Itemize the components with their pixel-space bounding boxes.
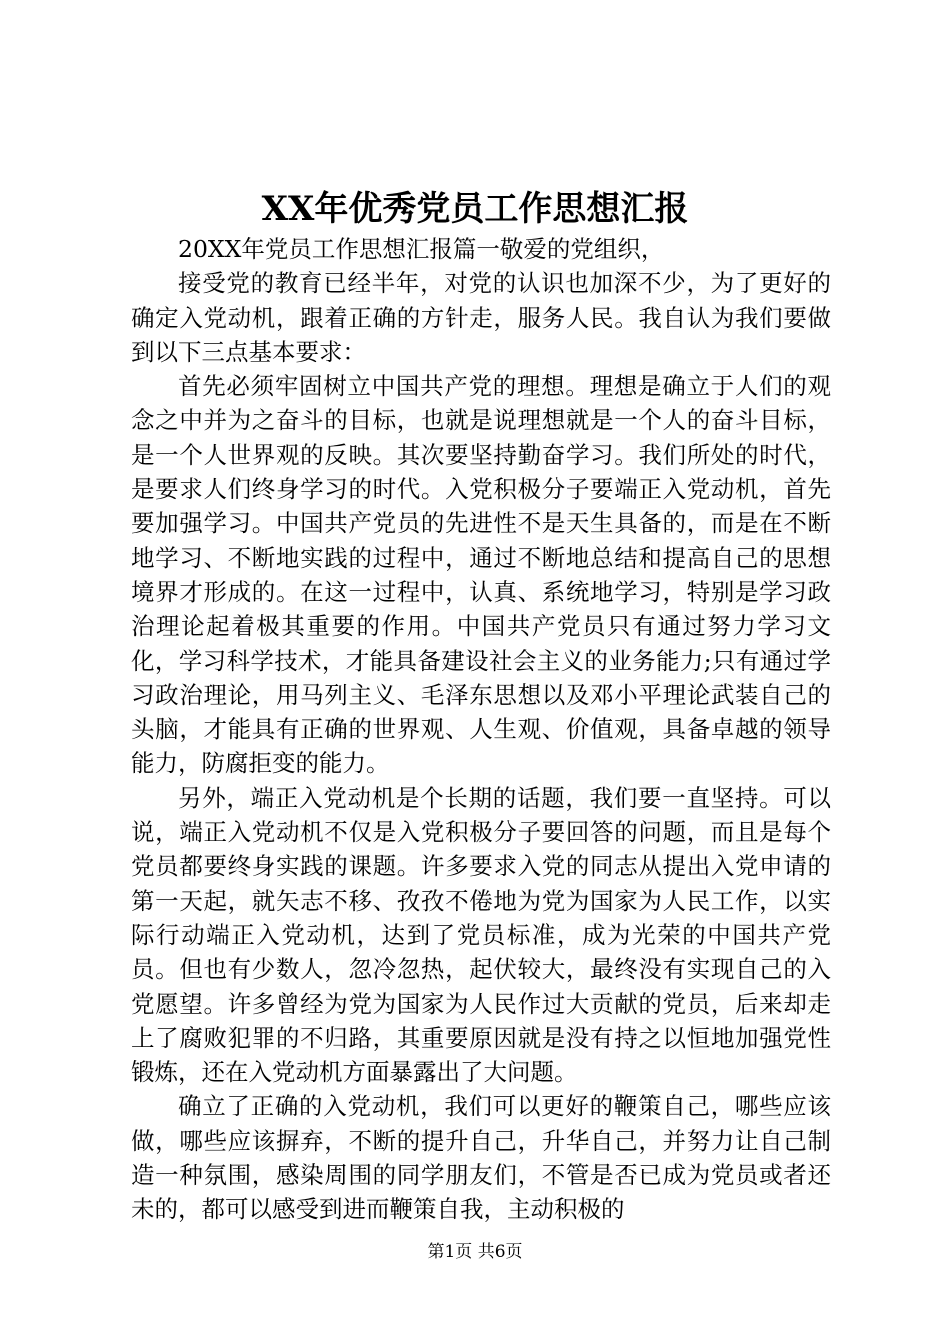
paragraph-motivation: 另外，端正入党动机是个长期的话题，我们要一直坚持。可以说，端正入党动机不仅是入党积极分子要回答的问题，而且是每个党员都要终身实践的课题。许多要求入党的同志从提出入党申请的第一天起，就矢志不移、孜孜不倦地为党为国家为人民工作，以实际行动端正入党动机，达到了党员标准，成为光荣的中国共产党员。但也有少数人，忽冷忽热，起伏较大，最终没有实现自己的入党愿望。许多曾经为党为国家为人民作过大贡献的党员，后来却走上了腐败犯罪的不归路，其重要原因就是没有持之以恒地加强党性锻炼，还在入党动机方面暴露出了大问题。 bbox=[131, 783, 831, 1087]
paragraph-ideals-study: 首先必须牢固树立中国共产党的理想。理想是确立于人们的观念之中并为之奋斗的目标，也就是说理想就是一个人的奋斗目标，是一个人世界观的反映。其次要坚持勤奋学习。我们所处的时代，是要求人们终身学习的时代。入党积极分子要端正入党动机，首先要加强学习。中国共产党员的先进性不是天生具备的，而是在不断地学习、不断地实践的过程中，通过不断地总结和提高自己的思想境界才形成的。在这一过程中，认真、系统地学习，特别是学习政治理论起着极其重要的作用。中国共产党员只有通过努力学习文化，学习科学技术，才能具备建设社会主义的业务能力;只有通过学习政治理论，用马列主义、毛泽东思想以及邓小平理论武装自己的头脑，才能具有正确的世界观、人生观、价值观，具备卓越的领导能力，防腐拒变的能力。 bbox=[131, 372, 831, 778]
document-body bbox=[131, 232, 831, 1227]
page-footer bbox=[0, 1240, 950, 1264]
paragraph-greeting: 20XX年党员工作思想汇报篇一敬爱的党组织， bbox=[178, 235, 665, 263]
page-number: 第1页 共6页 bbox=[427, 1242, 523, 1262]
document-title: XX年优秀党员工作思想汇报 bbox=[261, 189, 689, 229]
paragraph-intro: 接受党的教育已经半年，对党的认识也加深不少，为了更好的确定入党动机，跟着正确的方针走，服务人民。我自认为我们要做到以下三点基本要求： bbox=[131, 269, 831, 366]
paragraph-conclusion: 确立了正确的入党动机，我们可以更好的鞭策自己，哪些应该做，哪些应该摒弃，不断的提升自己，升华自己，并努力让自己制造一种氛围，感染周围的同学朋友们，不管是否已成为党员或者还未的，都可以感受到进而鞭策自我，主动积极的 bbox=[131, 1092, 831, 1224]
